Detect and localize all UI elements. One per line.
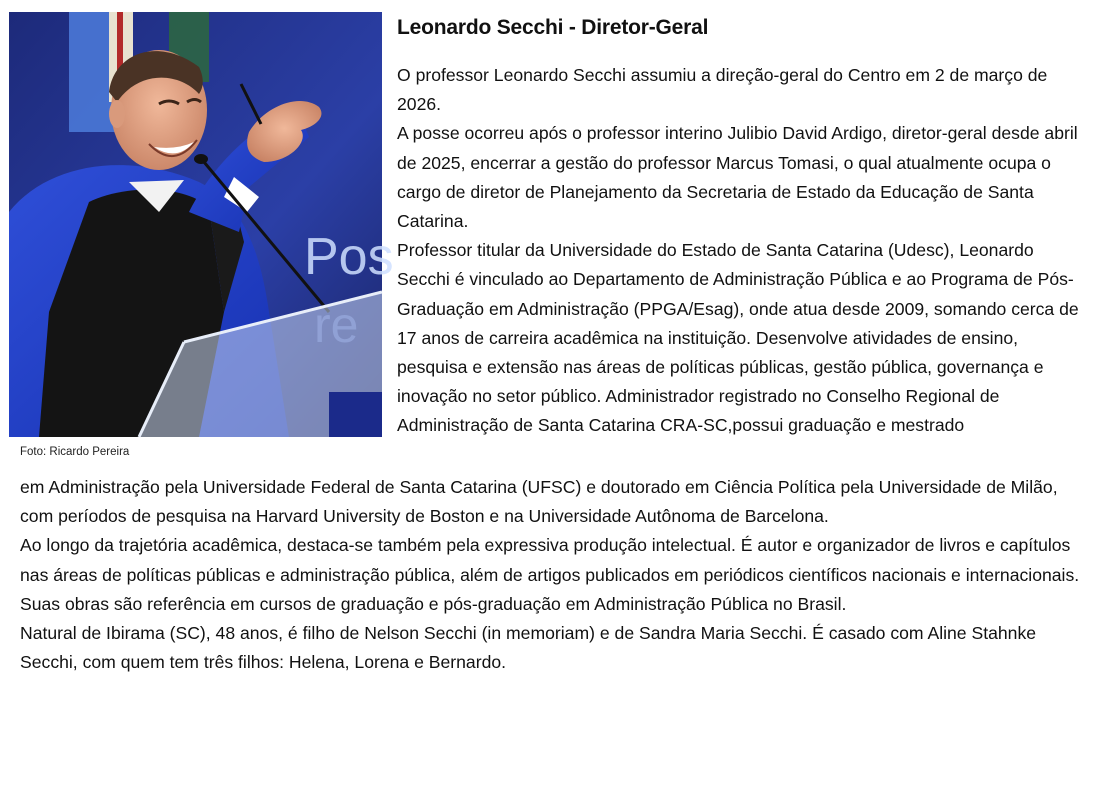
paragraph: Natural de Ibirama (SC), 48 anos, é filho de Nelson Secchi (in memoriam) e de Sandra Maria Secchi. É casado com Aline Stahnke Secchi, com quem tem três filhos: Helena, Lorena e Bernardo. bbox=[20, 623, 1037, 673]
page-title: Leonardo Secchi - Diretor-Geral bbox=[397, 16, 709, 39]
photo-caption: Foto: Ricardo Pereira bbox=[20, 446, 130, 458]
article-body-full bbox=[20, 473, 1090, 677]
portrait-photo bbox=[9, 12, 394, 437]
paragraph: em Administração pela Universidade Federal de Santa Catarina (UFSC) e doutorado em Ciência Política pela Universidade de Milão, com períodos de pesquisa na Harvard University de Boston e na Universidade Autônoma de Barcelona. bbox=[20, 477, 1058, 527]
backdrop-sign-text: Pos bbox=[304, 228, 394, 286]
article-body-side bbox=[397, 61, 1087, 441]
paragraph: Professor titular da Universidade do Estado de Santa Catarina (Udesc), Leonardo Secchi é vinculado ao Departamento de Administração Pública e ao Programa de Pós-Graduação em Administração (PPGA/Esag), onde atua desde 2009, somando cerca de 17 anos de carreira acadêmica na instituição. Desenvolve atividades de ensino, pesquisa e extensão nas áreas de políticas públicas, gestão pública, governança e inovação no setor público. Administrador registrado no Conselho Regional de Administração de Santa Catarina CRA-SC,possui graduação e mestrado bbox=[397, 240, 1079, 436]
paragraph: O professor Leonardo Secchi assumiu a direção-geral do Centro em 2 de março de 2026. bbox=[397, 65, 1048, 115]
paragraph: Ao longo da trajetória acadêmica, destaca-se também pela expressiva produção intelectual. É autor e organizador de livros e capítulos nas áreas de políticas públicas e administração pública, além de artigos publicados em periódicos científicos nacionais e internacionais. Suas obras são referência em cursos de graduação e pós-graduação em Administração Pública no Brasil. bbox=[20, 535, 1080, 614]
paragraph: A posse ocorreu após o professor interino Julibio David Ardigo, diretor-geral desde abril de 2025, encerrar a gestão do professor Marcus Tomasi, o qual atualmente ocupa o cargo de diretor de Planejamento da Secretaria de Estado da Educação de Santa Catarina. bbox=[397, 123, 1078, 232]
